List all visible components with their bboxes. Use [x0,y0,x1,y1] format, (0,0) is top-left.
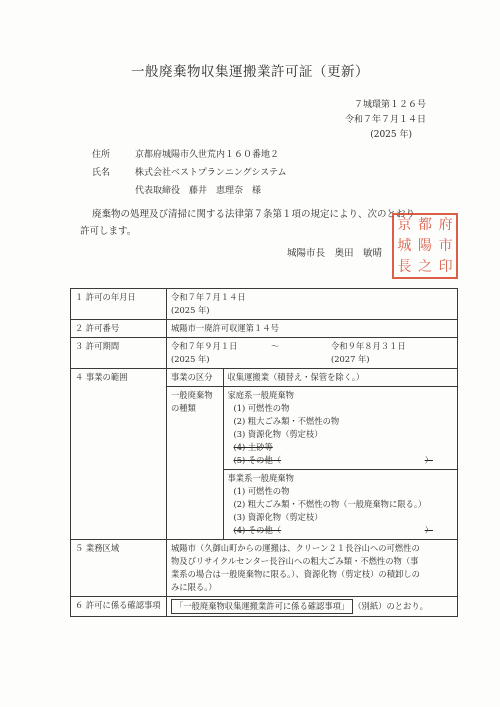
permit-date-cell [167,289,458,320]
document-date: 令和７年７月１４日 [344,115,426,125]
row-label: １ 許可の年月日 [71,289,167,320]
table-row [71,320,458,338]
struck-close: ） [424,525,433,535]
household-waste-cell [223,387,457,470]
row-label: ４ 事業の範囲 [71,369,167,540]
seal-char: 府 [438,217,453,234]
company-name: 株式会社ベストプランニングシステム [135,168,287,178]
signer: 城陽市長 奥田 敏晴 [287,248,383,259]
list-item: (2) 粗大ごみ類・不燃性の物（一般廃棄物に限る。） [233,499,427,509]
business-scope-table [167,369,457,539]
list-item: (3) 資源化物（剪定枝） [233,429,323,439]
permit-details-table [70,288,458,617]
seal-char: 都 [417,217,432,234]
list-item: (1) 可燃性の物 [233,403,290,413]
service-area-cell [167,540,458,597]
seal-char: 城 [397,237,412,254]
permit-date: 令和７年７月１４日 [171,292,246,302]
table-row [71,369,458,540]
row-label: ３ 許可期間 [71,338,167,369]
document-title: 一般廃棄物収集運搬業許可証（更新） [131,64,369,80]
confirmation-boxed-text: 「一般廃棄物収集運搬業許可に係る確認事項」 [171,599,353,614]
category-value: 収集運搬業（積替え・保管を除く。） [223,369,457,387]
row-label: ２ 許可番号 [71,320,167,338]
business-scope-cell [167,369,458,540]
seal-char: 陽 [417,237,432,254]
address-value: 京都府城陽市久世荒内１６０番地２ [135,150,280,160]
service-area-line: 業系の場合は一般廃棄物に限る。）、資源化物（剪定枝）の積卸しの [171,569,420,579]
list-item-struck [228,524,454,537]
waste-type-label-2: の種類 [171,403,196,413]
period-to: 令和９年８月３１日 [331,341,406,351]
household-heading: 家庭系一般廃棄物 [227,390,294,400]
service-area-line: みに限る。） [171,582,217,592]
confirmation-tail: （別紙）のとおり。 [353,601,428,611]
list-item: (1) 可燃性の物 [233,486,290,496]
struck-text: (4) その他（ [233,525,282,535]
struck-close: ） [424,455,433,465]
document-date-year: (2025 年) [370,130,412,140]
period-to-year: (2027 年) [331,354,370,364]
struck-text: (5) その他（ [233,455,282,465]
service-area-line: 城陽市（久御山町からの運搬は、クリーン２１長谷山への可燃性の [171,543,420,553]
seal-char: 市 [438,237,453,254]
document-number: ７城環第１２６号 [353,100,426,110]
body-line-2: 許可します。 [80,226,137,237]
period-from: 令和７年９月１日 [171,341,238,351]
list-item: (2) 粗大ごみ類・不燃性の物 [233,416,340,426]
seal-char: 之 [417,258,432,275]
table-row [71,540,458,597]
service-area-line: 物及びリサイクルセンター長谷山への粗大ごみ類・不燃性の物（事 [171,556,419,566]
confirmation-cell [167,597,458,617]
name-label: 氏名 [92,168,111,178]
seal-char: 印 [438,258,453,275]
list-item-struck: (4) 土砂等 [233,442,273,452]
business-waste-cell [223,470,457,540]
row-label: ５ 業務区域 [71,540,167,597]
seal-char: 京 [397,217,412,234]
permit-period-cell [167,338,458,369]
table-row [71,338,458,369]
list-item-struck [228,454,454,467]
row-label: ６ 許可に係る確認事項 [71,597,167,617]
seal-char: 長 [397,258,412,275]
table-row [71,597,458,617]
body-line-1: 廃棄物の処理及び清掃に関する法律第７条第１項の規定により、次のとおり [92,209,416,220]
permit-date-year: (2025 年) [171,305,210,315]
address-label: 住所 [92,150,111,160]
period-from-year: (2025 年) [171,354,210,364]
business-heading: 事業系一般廃棄物 [227,473,294,483]
waste-type-label-cell [167,387,223,540]
category-label: 事業の区分 [167,369,223,387]
official-seal [392,213,458,279]
representative: 代表取締役 藤井 恵理奈 様 [135,186,262,196]
list-item: (3) 資源化物（剪定枝） [233,512,323,522]
waste-type-label-1: 一般廃棄物 [171,390,213,400]
table-row [71,289,458,320]
period-tilde: ～ [271,341,280,351]
permit-number: 城陽市一廃許可収運第１４号 [167,320,458,338]
